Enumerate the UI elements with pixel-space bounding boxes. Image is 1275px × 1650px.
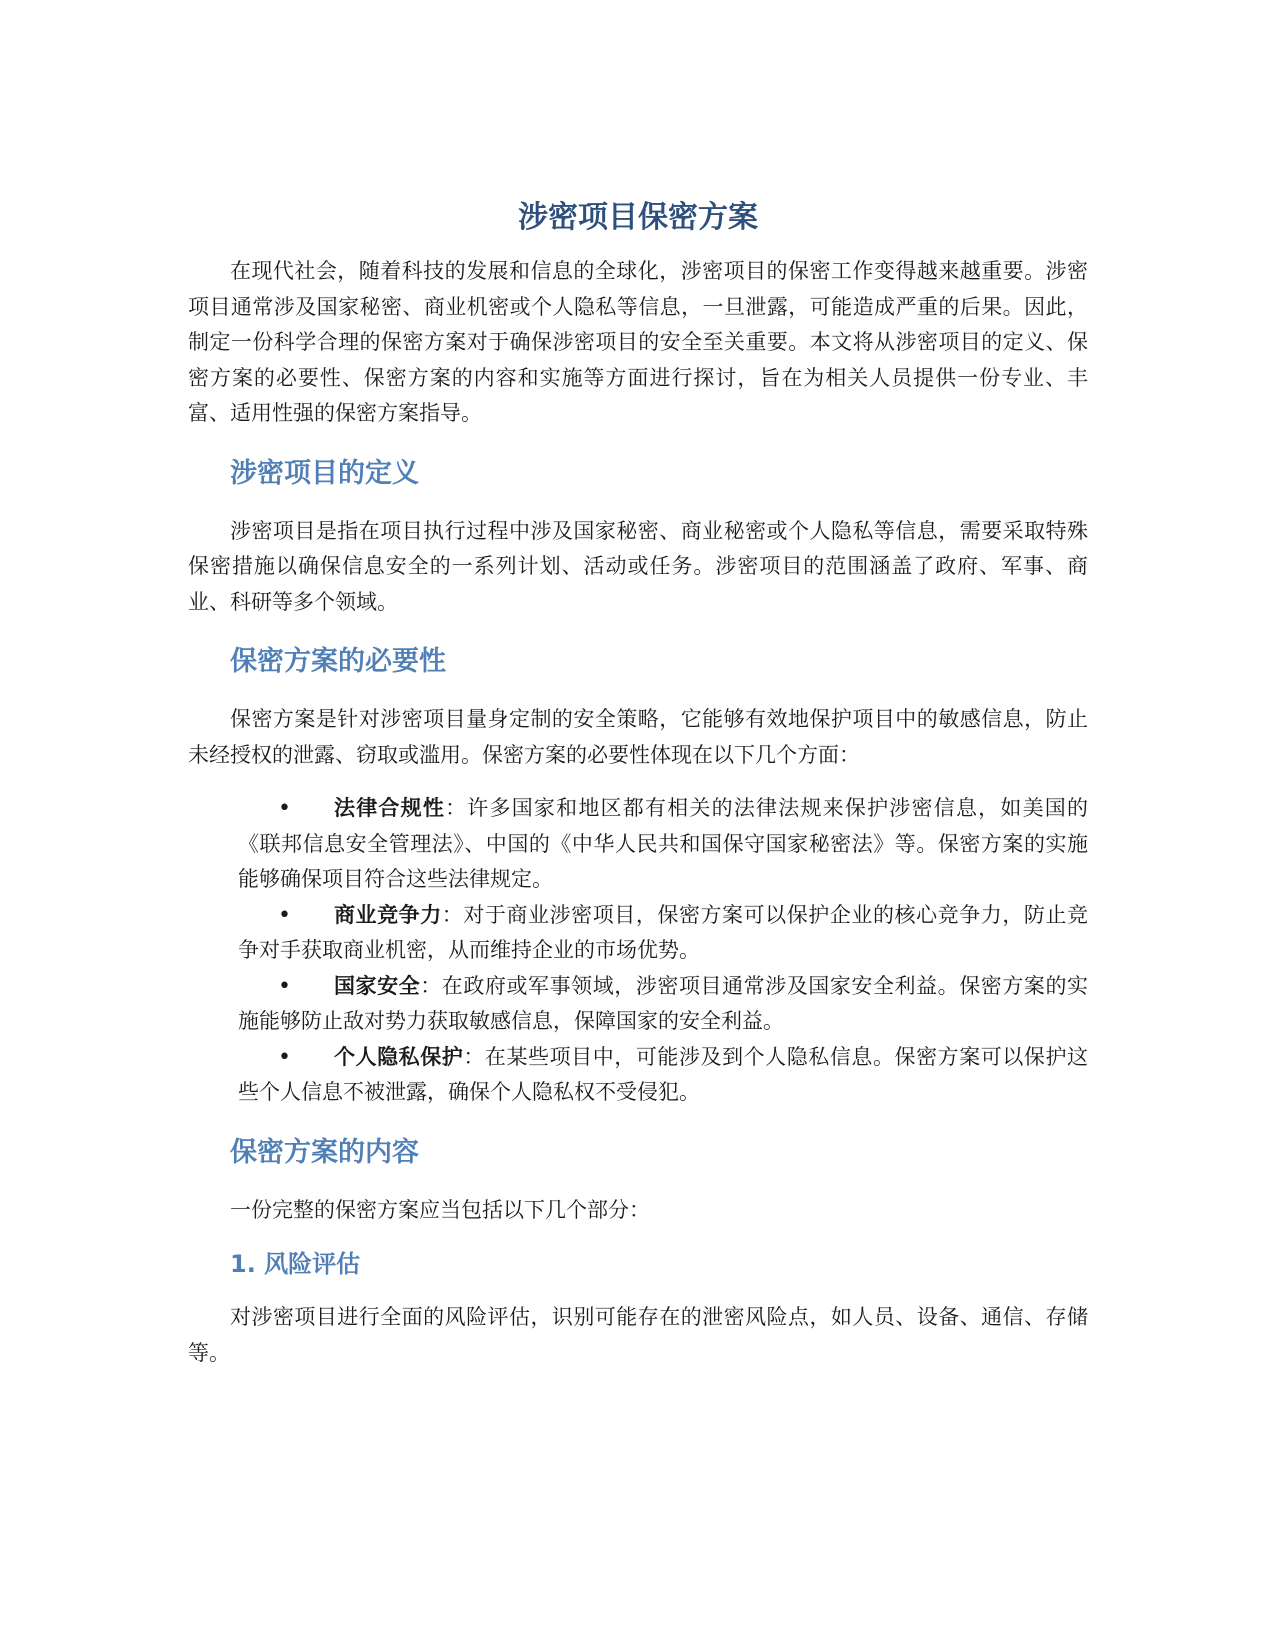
section-heading-definition: 涉密项目的定义	[230, 457, 419, 489]
bullet-text: ：许多国家和地区都有相关的法律法规来保护涉密信息，如美国的《联邦信息安全管理法》、中国的《中华人民共和国保守国家秘密法》等。保密方案的实施能够确保项目符合这些法律规定。	[238, 796, 1088, 891]
list-item	[238, 791, 1088, 898]
definition-paragraph: 涉密项目是指在项目执行过程中涉及国家秘密、商业秘密或个人隐私等信息，需要采取特殊保密措施以确保信息安全的一系列计划、活动或任务。涉密项目的范围涵盖了政府、军事、商业、科研等多个领域。	[188, 518, 1088, 614]
list-item	[238, 898, 1088, 969]
list-item	[238, 969, 1088, 1040]
bullet-term: 个人隐私保护	[334, 1044, 464, 1069]
necessity-paragraph: 保密方案是针对涉密项目量身定制的安全策略，它能够有效地保护项目中的敏感信息，防止未经授权的泄露、窃取或滥用。保密方案的必要性体现在以下几个方面：	[188, 707, 1088, 767]
risk-assessment-paragraph: 对涉密项目进行全面的风险评估，识别可能存在的泄密风险点，如人员、设备、通信、存储等。	[188, 1305, 1088, 1365]
bullet-icon: •	[278, 902, 291, 928]
necessity-bullet-list	[188, 791, 1088, 1111]
subsection-heading-risk-assessment: 1. 风险评估	[230, 1250, 361, 1278]
bullet-term: 国家安全	[334, 973, 421, 998]
bullet-icon: •	[278, 973, 291, 999]
bullet-text: ：在政府或军事领域，涉密项目通常涉及国家安全利益。保密方案的实施能够防止敌对势力获取敏感信息，保障国家的安全利益。	[238, 973, 1089, 1033]
document-content	[188, 196, 1088, 1371]
bullet-text: ：在某些项目中，可能涉及到个人隐私信息。保密方案可以保护这些个人信息不被泄露，确保个人隐私权不受侵犯。	[238, 1044, 1089, 1104]
bullet-text: ：对于商业涉密项目，保密方案可以保护企业的核心竞争力，防止竞争对手获取商业机密，从而维持企业的市场优势。	[238, 902, 1088, 962]
intro-paragraph: 在现代社会，随着科技的发展和信息的全球化，涉密项目的保密工作变得越来越重要。涉密项目通常涉及国家秘密、商业机密或个人隐私等信息，一旦泄露，可能造成严重的后果。因此，制定一份科学合理的保密方案对于确保涉密项目的安全至关重要。本文将从涉密项目的定义、保密方案的必要性、保密方案的内容和实施等方面进行探讨，旨在为相关人员提供一份专业、丰富、适用性强的保密方案指导。	[188, 259, 1088, 425]
list-item	[238, 1040, 1088, 1111]
section-heading-content: 保密方案的内容	[230, 1136, 419, 1168]
bullet-term: 法律合规性	[334, 796, 446, 820]
bullet-icon: •	[278, 1044, 291, 1070]
content-intro-paragraph: 一份完整的保密方案应当包括以下几个部分：	[230, 1197, 650, 1222]
bullet-term: 商业竞争力	[334, 902, 442, 927]
bullet-icon: •	[278, 796, 291, 821]
section-heading-necessity: 保密方案的必要性	[230, 646, 446, 677]
page-title: 涉密项目保密方案	[518, 200, 758, 235]
